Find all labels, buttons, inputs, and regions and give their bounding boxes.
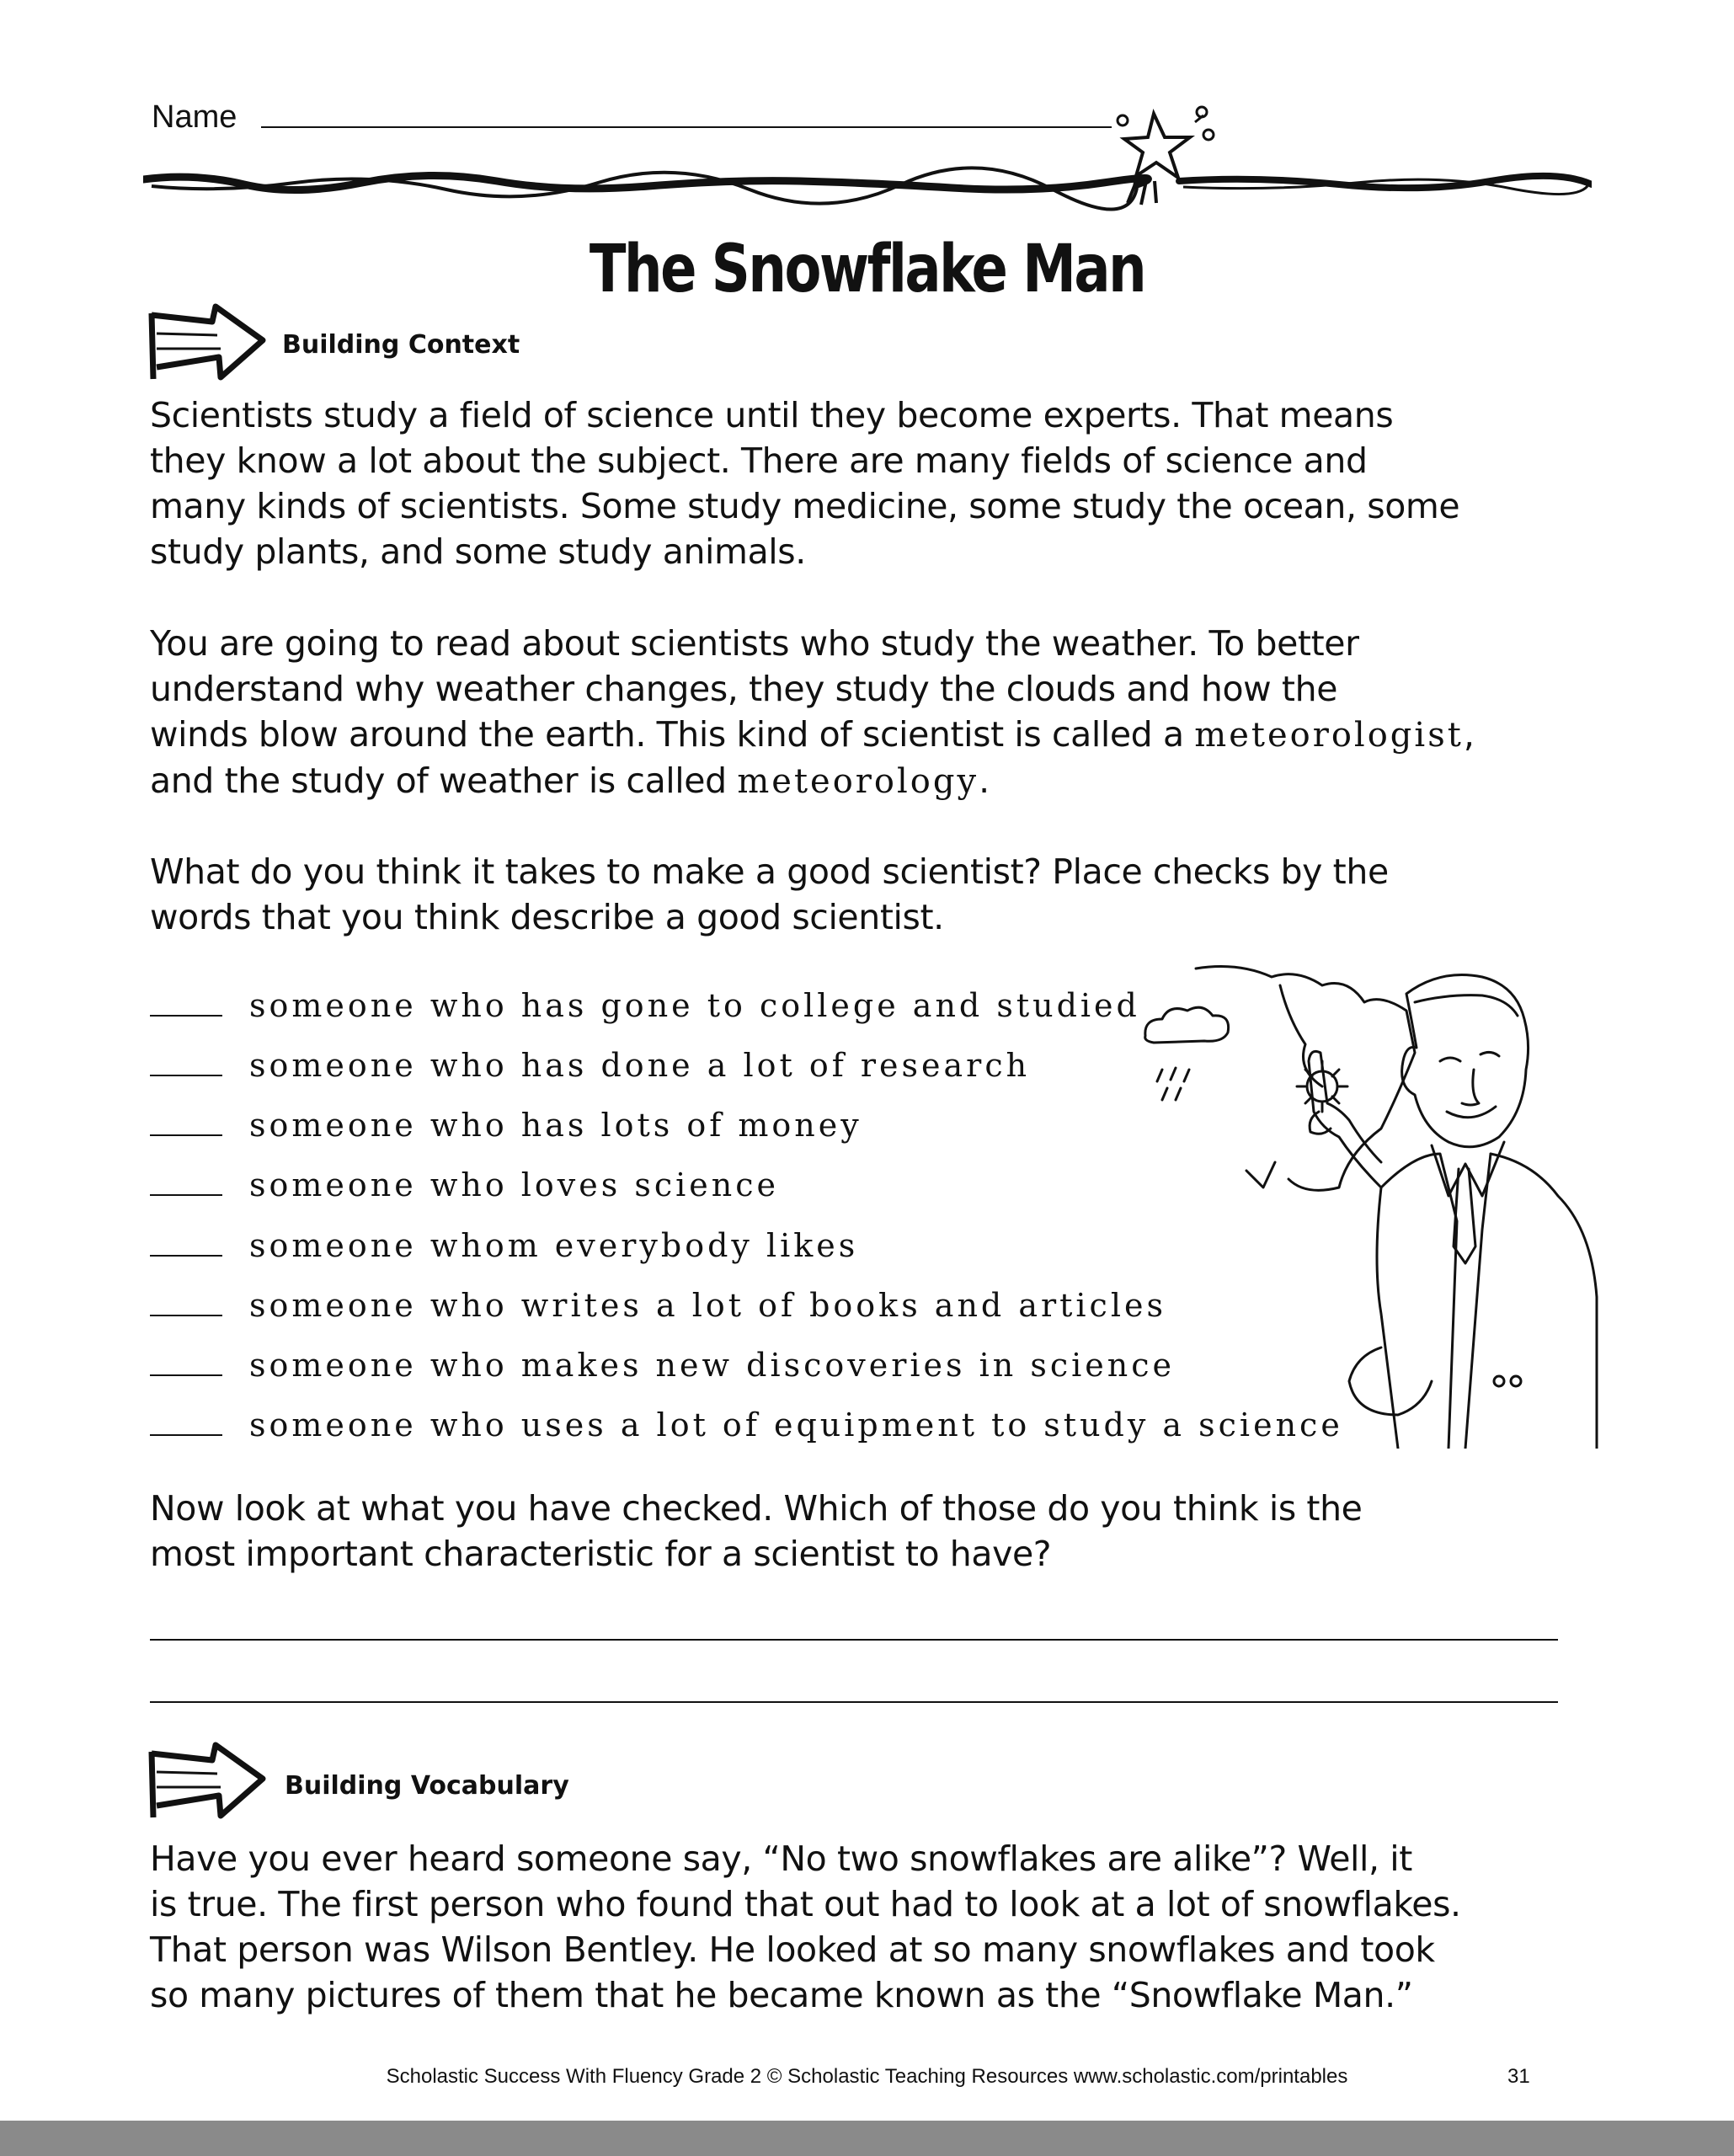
text-line: so many pictures of them that he became known as the “Snowflake Man.” (150, 1975, 1413, 2015)
check-blank[interactable] (150, 1114, 222, 1136)
check-blank[interactable] (150, 1294, 222, 1316)
answer-line[interactable] (150, 1701, 1558, 1703)
meteorologist-illustration (1128, 943, 1600, 1449)
text-line: understand why weather changes, they study the clouds and how the (150, 669, 1338, 709)
text-line: they know a lot about the subject. There are many fields of science and (150, 440, 1368, 481)
name-write-line[interactable] (261, 126, 1112, 128)
text-line: words that you think describe a good scientist. (150, 897, 944, 937)
text-line: study plants, and some study animals. (150, 531, 806, 572)
checklist-item (150, 1166, 779, 1217)
checklist-label: someone who uses a lot of equipment to study a science (249, 1406, 1343, 1444)
checklist-item (150, 1347, 1175, 1397)
check-blank[interactable] (150, 1054, 222, 1076)
text-fragment: winds blow around the earth. This kind of scientist is called a (150, 714, 1195, 755)
checklist-label: someone who writes a lot of books and articles (249, 1287, 1166, 1324)
decorative-rope-divider (143, 164, 1592, 215)
text-line: That person was Wilson Bentley. He looked at so many snowflakes and took (150, 1929, 1435, 1970)
text-line: You are going to read about scientists who study the weather. To better (150, 623, 1359, 664)
check-blank[interactable] (150, 1174, 222, 1196)
context-paragraph-4 (150, 1486, 1598, 1577)
building-vocabulary-heading: Building Vocabulary (285, 1771, 569, 1801)
text-line: Scientists study a field of science until they become experts. That means (150, 395, 1394, 435)
term-meteorologist: meteorologist (1194, 716, 1464, 755)
footer-credit: Scholastic Success With Fluency Grade 2 © Scholastic Teaching Resources www.scholastic.com/printables (386, 2065, 1348, 2088)
answer-line[interactable] (150, 1639, 1558, 1641)
text-line: What do you think it takes to make a good scientist? Place checks by the (150, 851, 1389, 892)
text-line: Have you ever heard someone say, “No two snowflakes are alike”? Well, it (150, 1838, 1412, 1879)
checklist-item (150, 1107, 862, 1157)
text-line: Now look at what you have checked. Which of those do you think is the (150, 1488, 1363, 1529)
checklist-label: someone who has lots of money (249, 1107, 862, 1144)
building-context-heading: Building Context (282, 330, 520, 360)
text-line: is true. The first person who found that out had to look at a lot of snowflakes. (150, 1884, 1461, 1924)
text-line (150, 712, 1598, 758)
checklist-label: someone who has done a lot of research (249, 1047, 1031, 1084)
text-line: many kinds of scientists. Some study medicine, some study the ocean, some (150, 486, 1460, 526)
context-paragraph-1 (150, 392, 1598, 574)
text-fragment: . (979, 760, 990, 801)
context-paragraph-2 (150, 621, 1598, 804)
check-blank[interactable] (150, 1414, 222, 1436)
check-blank[interactable] (150, 1354, 222, 1376)
check-blank[interactable] (150, 1235, 222, 1257)
text-line: most important characteristic for a scientist to have? (150, 1534, 1052, 1574)
checklist-item (150, 1047, 1030, 1097)
vocabulary-paragraph (150, 1836, 1598, 2018)
checklist-label: someone who has gone to college and studied (249, 987, 1140, 1024)
term-meteorology: meteorology (737, 762, 979, 801)
check-blank[interactable] (150, 995, 222, 1017)
checklist-label: someone who makes new discoveries in science (249, 1347, 1175, 1384)
checklist-item (150, 1227, 858, 1278)
name-label: Name (152, 99, 237, 135)
text-fragment: , (1463, 714, 1475, 755)
text-line (150, 758, 1598, 804)
checklist-item (150, 1287, 1166, 1337)
checklist-item (150, 987, 1140, 1038)
checklist-label: someone whom everybody likes (249, 1227, 859, 1264)
arrow-right-icon (145, 303, 271, 387)
checklist-label: someone who loves science (249, 1166, 780, 1203)
context-paragraph-3 (150, 849, 1598, 940)
page-number: 31 (1507, 2065, 1530, 2088)
arrow-right-icon (145, 1742, 271, 1826)
text-fragment: and the study of weather is called (150, 760, 738, 801)
bottom-bar (0, 2121, 1734, 2156)
page-title: The Snowflake Man (589, 232, 1145, 307)
